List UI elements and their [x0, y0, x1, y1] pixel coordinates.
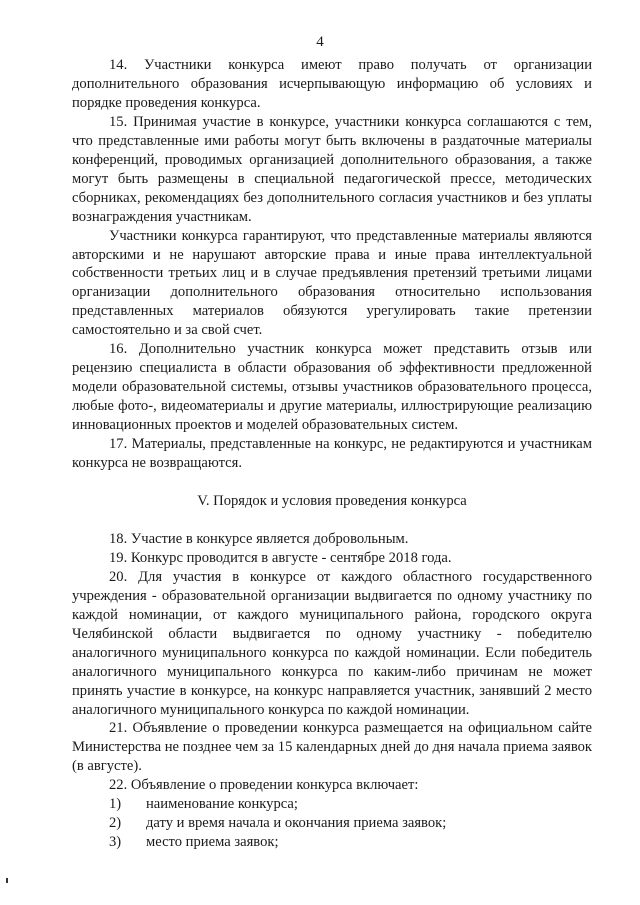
scan-artifact	[6, 878, 8, 883]
paragraph-guarantee: Участники конкурса гарантируют, что представленные материалы являются авторскими и не нарушают авторские права и иные права интеллектуальной собственности третьих лиц и в случае предъявления претензий третьими лицами организации дополнительного образования относительно использования представленных материалов обязуются урегулировать такие претензии самостоятельно и за свой счет.	[72, 227, 592, 339]
paragraph-15: 15. Принимая участие в конкурсе, участники конкурса соглашаются с тем, что представленные ими работы могут быть включены в раздаточные материалы конференций, проводимых организацией дополнительного образования, а также могут быть размещены в специальной педагогической прессе, методических сборниках, рекомендациях без дополнительного согласия участников и без уплаты вознаграждения участникам.	[72, 113, 592, 225]
list-item-number: 3)	[109, 834, 122, 851]
paragraph-14: 14. Участники конкурса имеют право получать от организации дополнительного образования исчерпывающую информацию об условиях и порядке проведения конкурса.	[72, 57, 592, 111]
paragraph-19: 19. Конкурс проводится в августе - сентябре 2018 года.	[109, 549, 452, 566]
list-item-text: дату и время начала и окончания приема заявок;	[146, 815, 447, 832]
paragraph-17: 17. Материалы, представленные на конкурс, не редактируются и участникам конкурса не возвращаются.	[72, 436, 592, 472]
paragraph-20: 20. Для участия в конкурсе от каждого областного государственного учреждения - образовательной организации выдвигается по одному участнику по каждой номинации, от каждого муниципального района, городского округа Челябинской области выдвигается по одному участнику - победителю аналогичного муниципального конкурса по каждой номинации. Если победитель аналогичного муниципального конкурса по каким-либо причинам не может принять участие в конкурсе, на конкурс направляется участник, занявший 2 место аналогичного муниципального конкурса по каждой номинации.	[72, 568, 592, 718]
list-item-text: наименование конкурса;	[146, 796, 298, 813]
paragraph-16: 16. Дополнительно участник конкурса может представить отзыв или рецензию специалиста в области образования об эффективности предложенной модели образовательной системы, отзывы участников образовательного процесса, любые фото-, видеоматериалы и другие материалы, иллюстрирующие реализацию инновационных проектов и моделей образовательных систем.	[72, 341, 592, 434]
paragraph-22: 22. Объявление о проведении конкурса включает:	[109, 777, 419, 794]
body-text	[72, 56, 592, 852]
list-item-number: 2)	[109, 815, 122, 832]
page-number: 4	[316, 34, 324, 50]
section-heading: V. Порядок и условия проведения конкурса	[197, 492, 467, 509]
paragraph-21: 21. Объявление о проведении конкурса размещается на официальном сайте Министерства не позднее чем за 15 календарных дней до дня начала приема заявок (в августе).	[72, 720, 592, 775]
paragraph-18: 18. Участие в конкурсе является добровольным.	[109, 530, 409, 547]
list-item-text: место приема заявок;	[146, 834, 279, 851]
list-item	[72, 795, 592, 814]
list-item-number: 1)	[109, 796, 122, 813]
list-item	[72, 814, 592, 833]
list-item	[72, 833, 592, 852]
